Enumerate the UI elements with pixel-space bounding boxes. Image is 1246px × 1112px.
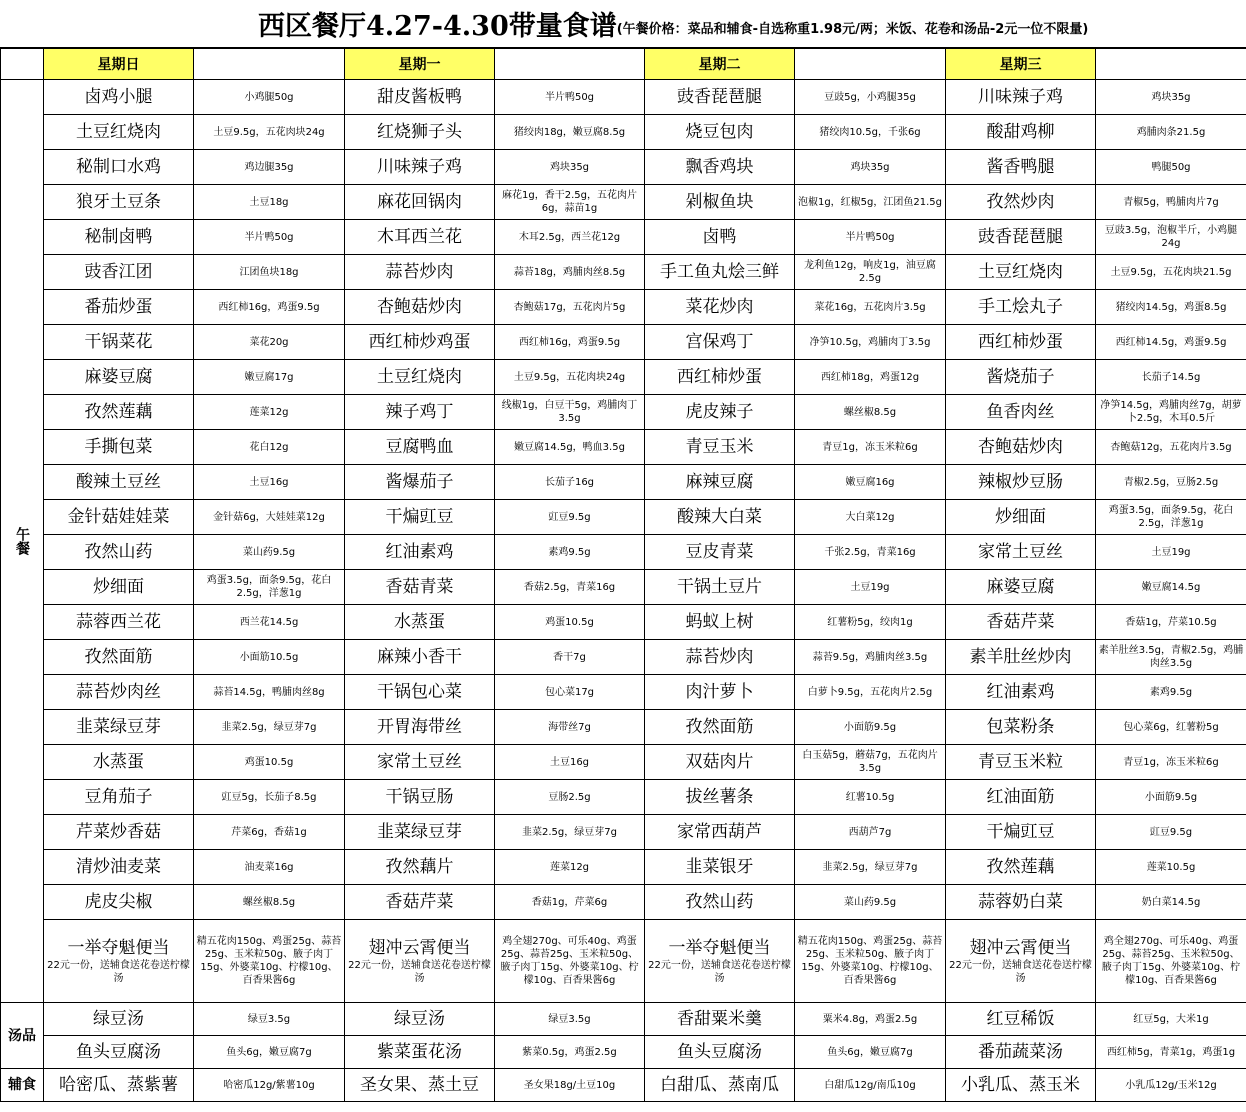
dish-ingredients: 杏鲍菇12g，五花肉片3.5g bbox=[1096, 430, 1246, 465]
dish-name: 手工烩丸子 bbox=[946, 290, 1096, 325]
dish-ingredients: 西红柿18g，鸡蛋12g bbox=[795, 360, 946, 395]
dish-name: 酱香鸭腿 bbox=[946, 150, 1096, 185]
dish-name: 手撕包菜 bbox=[44, 430, 194, 465]
dish-name: 孜然面筋 bbox=[44, 640, 194, 675]
dish-name: 韭菜绿豆芽 bbox=[345, 815, 495, 850]
dish-ingredients: 土豆19g bbox=[795, 570, 946, 605]
dish-ingredients: 蒜苔9.5g，鸡脯肉丝3.5g bbox=[795, 640, 946, 675]
dish-ingredients: 香干7g bbox=[495, 640, 645, 675]
bento-cell bbox=[345, 920, 495, 1003]
dish-ingredients: 半片鸭50g bbox=[795, 220, 946, 255]
side-ingredients: 白甜瓜12g/南瓜10g bbox=[795, 1069, 946, 1102]
dish-name: 杏鲍菇炒肉 bbox=[345, 290, 495, 325]
dish-ingredients: 红薯10.5g bbox=[795, 780, 946, 815]
dish-ingredients: 油麦菜16g bbox=[194, 850, 345, 885]
dish-name: 干锅菜花 bbox=[44, 325, 194, 360]
menu-row bbox=[1, 430, 1246, 465]
dish-ingredients: 菜山药9.5g bbox=[194, 535, 345, 570]
dish-name: 拔丝薯条 bbox=[645, 780, 795, 815]
dish-ingredients: 嫩豆腐14.5g bbox=[1096, 570, 1246, 605]
dish-ingredients: 江团鱼块18g bbox=[194, 255, 345, 290]
dish-ingredients: 鸭腿50g bbox=[1096, 150, 1246, 185]
dish-name: 西红柿炒蛋 bbox=[946, 325, 1096, 360]
dish-ingredients: 鸡块35g bbox=[495, 150, 645, 185]
dish-name: 红烧狮子头 bbox=[345, 115, 495, 150]
menu-row bbox=[1, 325, 1246, 360]
dish-ingredients: 螺丝椒8.5g bbox=[194, 885, 345, 920]
dish-name: 豆腐鸭血 bbox=[345, 430, 495, 465]
dish-name: 西红柿炒蛋 bbox=[645, 360, 795, 395]
dish-name: 红油面筋 bbox=[946, 780, 1096, 815]
menu-row bbox=[1, 360, 1246, 395]
dish-name: 芹菜炒香菇 bbox=[44, 815, 194, 850]
dish-ingredients: 小鸡腿50g bbox=[194, 80, 345, 115]
dish-ingredients: 线椒1g，白豆干5g，鸡脯肉丁3.5g bbox=[495, 395, 645, 430]
dish-ingredients: 香菇1g，芹菜10.5g bbox=[1096, 605, 1246, 640]
dish-ingredients: 嫩豆腐17g bbox=[194, 360, 345, 395]
dish-name: 韭菜银牙 bbox=[645, 850, 795, 885]
dish-name: 开胃海带丝 bbox=[345, 710, 495, 745]
soup-ingredients: 绿豆3.5g bbox=[495, 1003, 645, 1036]
soup-ingredients: 红豆5g，大米1g bbox=[1096, 1003, 1246, 1036]
menu-row bbox=[1, 570, 1246, 605]
dish-name: 青豆玉米 bbox=[645, 430, 795, 465]
dish-name: 秘制口水鸡 bbox=[44, 150, 194, 185]
day-header-row bbox=[1, 49, 1246, 80]
dish-ingredients: 菜花20g bbox=[194, 325, 345, 360]
bento-desc: 22元一份，送辅食送花卷送柠檬汤 bbox=[949, 959, 1092, 984]
menu-row bbox=[1, 150, 1246, 185]
dish-ingredients: 青豆1g，冻玉米粒6g bbox=[795, 430, 946, 465]
soup-name: 番茄蔬菜汤 bbox=[946, 1036, 1096, 1069]
dish-name: 干锅土豆片 bbox=[645, 570, 795, 605]
menu-row bbox=[1, 80, 1246, 115]
dish-name: 辣子鸡丁 bbox=[345, 395, 495, 430]
menu-row bbox=[1, 500, 1246, 535]
dish-name: 土豆红烧肉 bbox=[946, 255, 1096, 290]
dish-ingredients: 猪绞肉18g，嫩豆腐8.5g bbox=[495, 115, 645, 150]
dish-name: 孜然面筋 bbox=[645, 710, 795, 745]
dish-name: 蚂蚁上树 bbox=[645, 605, 795, 640]
dish-name: 家常土豆丝 bbox=[946, 535, 1096, 570]
dish-ingredients: 青椒2.5g，豆肠2.5g bbox=[1096, 465, 1246, 500]
dish-ingredients: 土豆19g bbox=[1096, 535, 1246, 570]
dish-ingredients: 白萝卜9.5g，五花肉片2.5g bbox=[795, 675, 946, 710]
dish-name: 西红柿炒鸡蛋 bbox=[345, 325, 495, 360]
side-row bbox=[1, 1069, 1246, 1102]
dish-ingredients: 豇豆9.5g bbox=[495, 500, 645, 535]
bento-name: 翅冲云霄便当 bbox=[368, 937, 471, 958]
dish-ingredients: 土豆9.5g，五花肉块24g bbox=[495, 360, 645, 395]
bento-desc: 22元一份，送辅食送花卷送柠檬汤 bbox=[648, 959, 791, 984]
dish-name: 宫保鸡丁 bbox=[645, 325, 795, 360]
dish-ingredients: 白玉菇5g，蘑菇7g，五花肉片3.5g bbox=[795, 745, 946, 780]
dish-ingredients: 嫩豆腐16g bbox=[795, 465, 946, 500]
dish-ingredients: 长茄子16g bbox=[495, 465, 645, 500]
bento-row bbox=[1, 920, 1246, 1003]
dish-ingredients: 香菇2.5g，青菜16g bbox=[495, 570, 645, 605]
header-blank bbox=[495, 49, 645, 80]
price-note: (午餐价格：菜品和辅食-自选称重1.98元/两；米饭、花卷和汤品-2元一位不限量) bbox=[616, 22, 1089, 37]
dish-name: 剁椒鱼块 bbox=[645, 185, 795, 220]
soup-category-label: 汤品 bbox=[1, 1003, 44, 1069]
header-blank bbox=[1096, 49, 1246, 80]
dish-name: 香菇芹菜 bbox=[345, 885, 495, 920]
soup-ingredients: 绿豆3.5g bbox=[194, 1003, 345, 1036]
dish-name: 孜然藕片 bbox=[345, 850, 495, 885]
dish-name: 金针菇娃娃菜 bbox=[44, 500, 194, 535]
dish-name: 烧豆包肉 bbox=[645, 115, 795, 150]
soup-row bbox=[1, 1003, 1246, 1036]
dish-ingredients: 芹菜6g，香菇1g bbox=[194, 815, 345, 850]
soup-ingredients: 紫菜0.5g，鸡蛋2.5g bbox=[495, 1036, 645, 1069]
dish-name: 鱼香肉丝 bbox=[946, 395, 1096, 430]
dish-ingredients: 猪绞肉14.5g，鸡蛋8.5g bbox=[1096, 290, 1246, 325]
dish-ingredients: 蒜苔18g，鸡脯肉丝8.5g bbox=[495, 255, 645, 290]
menu-table bbox=[0, 48, 1246, 1102]
dish-ingredients: 豆豉5g，小鸡腿35g bbox=[795, 80, 946, 115]
dish-name: 土豆红烧肉 bbox=[44, 115, 194, 150]
menu-row bbox=[1, 675, 1246, 710]
dish-ingredients: 包心菜17g bbox=[495, 675, 645, 710]
dish-ingredients: 鸡蛋3.5g，面条9.5g，花白2.5g，洋葱1g bbox=[1096, 500, 1246, 535]
dish-ingredients: 杏鲍菇17g，五花肉片5g bbox=[495, 290, 645, 325]
dish-ingredients: 西葫芦7g bbox=[795, 815, 946, 850]
dish-ingredients: 莲菜12g bbox=[495, 850, 645, 885]
side-name: 圣女果、蒸土豆 bbox=[345, 1069, 495, 1102]
dish-name: 素羊肚丝炒肉 bbox=[946, 640, 1096, 675]
dish-ingredients: 红薯粉5g，绞肉1g bbox=[795, 605, 946, 640]
menu-row bbox=[1, 885, 1246, 920]
dish-ingredients: 素羊肚丝3.5g，青椒2.5g，鸡脯肉丝3.5g bbox=[1096, 640, 1246, 675]
dish-name: 红油素鸡 bbox=[345, 535, 495, 570]
dish-name: 香菇芹菜 bbox=[946, 605, 1096, 640]
dish-ingredients: 土豆16g bbox=[194, 465, 345, 500]
corner-cell bbox=[1, 49, 44, 80]
menu-row bbox=[1, 115, 1246, 150]
dish-ingredients: 鸡块35g bbox=[795, 150, 946, 185]
dish-name: 川味辣子鸡 bbox=[946, 80, 1096, 115]
dish-name: 麻婆豆腐 bbox=[946, 570, 1096, 605]
title-bar bbox=[0, 0, 1246, 48]
dish-ingredients: 金针菇6g，大娃娃菜12g bbox=[194, 500, 345, 535]
dish-ingredients: 西红柿14.5g，鸡蛋9.5g bbox=[1096, 325, 1246, 360]
dish-name: 狼牙土豆条 bbox=[44, 185, 194, 220]
dish-ingredients: 麻花1g，香干2.5g，五花肉片6g，蒜苗1g bbox=[495, 185, 645, 220]
dish-ingredients: 莲菜10.5g bbox=[1096, 850, 1246, 885]
dish-name: 香菇青菜 bbox=[345, 570, 495, 605]
bento-ingredients: 鸡全翅270g、可乐40g、鸡蛋25g、蒜苔25g、玉米粒50g、腋子肉丁15g、外婆菜10g、柠檬10g、百香果酱6g bbox=[1096, 920, 1246, 1003]
dish-ingredients: 西兰花14.5g bbox=[194, 605, 345, 640]
dish-name: 豉香江团 bbox=[44, 255, 194, 290]
dish-ingredients: 西红柿16g，鸡蛋9.5g bbox=[495, 325, 645, 360]
bento-desc: 22元一份，送辅食送花卷送柠檬汤 bbox=[47, 959, 190, 984]
lunch-category-label: 午餐 bbox=[1, 80, 44, 1003]
dish-name: 炒细面 bbox=[44, 570, 194, 605]
dish-name: 飘香鸡块 bbox=[645, 150, 795, 185]
dish-ingredients: 菜花16g，五花肉片3.5g bbox=[795, 290, 946, 325]
menu-row bbox=[1, 780, 1246, 815]
dish-name: 青豆玉米粒 bbox=[946, 745, 1096, 780]
dish-ingredients: 半片鸭50g bbox=[194, 220, 345, 255]
dish-name: 豆皮青菜 bbox=[645, 535, 795, 570]
soup-name: 红豆稀饭 bbox=[946, 1003, 1096, 1036]
side-name: 白甜瓜、蒸南瓜 bbox=[645, 1069, 795, 1102]
dish-ingredients: 鸡蛋10.5g bbox=[194, 745, 345, 780]
day-header: 星期日 bbox=[44, 49, 194, 80]
dish-ingredients: 豇豆5g，长茄子8.5g bbox=[194, 780, 345, 815]
dish-ingredients: 长茄子14.5g bbox=[1096, 360, 1246, 395]
dish-name: 干煸豇豆 bbox=[345, 500, 495, 535]
dish-ingredients: 龙利鱼12g，响皮1g，油豆腐2.5g bbox=[795, 255, 946, 290]
dish-ingredients: 鸡蛋3.5g，面条9.5g，花白2.5g，洋葱1g bbox=[194, 570, 345, 605]
dish-name: 蒜苔炒肉丝 bbox=[44, 675, 194, 710]
dish-ingredients: 西红柿16g，鸡蛋9.5g bbox=[194, 290, 345, 325]
side-ingredients: 哈密瓜12g/紫薯10g bbox=[194, 1069, 345, 1102]
dish-name: 麻辣豆腐 bbox=[645, 465, 795, 500]
dish-ingredients: 素鸡9.5g bbox=[1096, 675, 1246, 710]
dish-name: 孜然山药 bbox=[44, 535, 194, 570]
dish-ingredients: 半片鸭50g bbox=[495, 80, 645, 115]
dish-ingredients: 豇豆9.5g bbox=[1096, 815, 1246, 850]
menu-row bbox=[1, 465, 1246, 500]
menu-row bbox=[1, 850, 1246, 885]
dish-ingredients: 小面筋9.5g bbox=[795, 710, 946, 745]
dish-ingredients: 海带丝7g bbox=[495, 710, 645, 745]
side-name: 哈密瓜、蒸紫薯 bbox=[44, 1069, 194, 1102]
dish-ingredients: 土豆18g bbox=[194, 185, 345, 220]
dish-ingredients: 包心菜6g，红薯粉5g bbox=[1096, 710, 1246, 745]
bento-cell bbox=[645, 920, 795, 1003]
soup-ingredients: 鱼头6g，嫩豆腐7g bbox=[194, 1036, 345, 1069]
page-title: 西区餐厅4.27-4.30带量食谱 bbox=[258, 11, 617, 42]
header-blank bbox=[795, 49, 946, 80]
dish-name: 酱爆茄子 bbox=[345, 465, 495, 500]
dish-ingredients: 豆肠2.5g bbox=[495, 780, 645, 815]
dish-name: 蒜蓉西兰花 bbox=[44, 605, 194, 640]
dish-name: 蒜苔炒肉 bbox=[345, 255, 495, 290]
day-header: 星期二 bbox=[645, 49, 795, 80]
dish-name: 卤鸭 bbox=[645, 220, 795, 255]
dish-ingredients: 大白菜12g bbox=[795, 500, 946, 535]
dish-ingredients: 韭菜2.5g，绿豆芽7g bbox=[495, 815, 645, 850]
dish-ingredients: 木耳2.5g，西兰花12g bbox=[495, 220, 645, 255]
dish-name: 豉香琵琶腿 bbox=[645, 80, 795, 115]
dish-ingredients: 猪绞肉10.5g，千张6g bbox=[795, 115, 946, 150]
menu-row bbox=[1, 220, 1246, 255]
dish-name: 韭菜绿豆芽 bbox=[44, 710, 194, 745]
dish-ingredients: 素鸡9.5g bbox=[495, 535, 645, 570]
menu-row bbox=[1, 815, 1246, 850]
day-header: 星期三 bbox=[946, 49, 1096, 80]
dish-name: 秘制卤鸭 bbox=[44, 220, 194, 255]
dish-name: 孜然山药 bbox=[645, 885, 795, 920]
dish-ingredients: 韭菜2.5g，绿豆芽7g bbox=[194, 710, 345, 745]
dish-name: 双菇肉片 bbox=[645, 745, 795, 780]
dish-name: 酱烧茄子 bbox=[946, 360, 1096, 395]
dish-ingredients: 花白12g bbox=[194, 430, 345, 465]
dish-name: 水蒸蛋 bbox=[345, 605, 495, 640]
menu-body bbox=[1, 49, 1246, 1102]
side-category-label: 辅食 bbox=[1, 1069, 44, 1102]
menu-row bbox=[1, 185, 1246, 220]
dish-name: 麻婆豆腐 bbox=[44, 360, 194, 395]
soup-name: 鱼头豆腐汤 bbox=[44, 1036, 194, 1069]
bento-name: 一举夺魁便当 bbox=[67, 937, 170, 958]
menu-row bbox=[1, 640, 1246, 675]
dish-name: 家常西葫芦 bbox=[645, 815, 795, 850]
dish-name: 辣椒炒豆肠 bbox=[946, 465, 1096, 500]
soup-name: 鱼头豆腐汤 bbox=[645, 1036, 795, 1069]
bento-ingredients: 鸡全翅270g、可乐40g、鸡蛋25g、蒜苔25g、玉米粒50g、腋子肉丁15g、外婆菜10g、柠檬10g、百香果酱6g bbox=[495, 920, 645, 1003]
dish-name: 干煸豇豆 bbox=[946, 815, 1096, 850]
dish-name: 卤鸡小腿 bbox=[44, 80, 194, 115]
dish-name: 土豆红烧肉 bbox=[345, 360, 495, 395]
dish-name: 孜然炒肉 bbox=[946, 185, 1096, 220]
soup-name: 香甜粟米羹 bbox=[645, 1003, 795, 1036]
menu-row bbox=[1, 535, 1246, 570]
soup-name: 绿豆汤 bbox=[345, 1003, 495, 1036]
dish-name: 木耳西兰花 bbox=[345, 220, 495, 255]
dish-name: 干锅包心菜 bbox=[345, 675, 495, 710]
dish-ingredients: 千张2.5g，青菜16g bbox=[795, 535, 946, 570]
dish-ingredients: 菜山药9.5g bbox=[795, 885, 946, 920]
dish-ingredients: 青豆1g，冻玉米粒6g bbox=[1096, 745, 1246, 780]
dish-ingredients: 净笋14.5g，鸡脯肉丝7g，胡萝卜2.5g，木耳0.5斤 bbox=[1096, 395, 1246, 430]
dish-name: 酸辣土豆丝 bbox=[44, 465, 194, 500]
day-header: 星期一 bbox=[345, 49, 495, 80]
dish-name: 炒细面 bbox=[946, 500, 1096, 535]
dish-name: 甜皮酱板鸭 bbox=[345, 80, 495, 115]
bento-name: 翅冲云霄便当 bbox=[969, 937, 1072, 958]
dish-name: 番茄炒蛋 bbox=[44, 290, 194, 325]
dish-name: 虎皮辣子 bbox=[645, 395, 795, 430]
dish-ingredients: 螺丝椒8.5g bbox=[795, 395, 946, 430]
side-ingredients: 小乳瓜12g/玉米12g bbox=[1096, 1069, 1246, 1102]
dish-name: 水蒸蛋 bbox=[44, 745, 194, 780]
soup-ingredients: 粟米4.8g，鸡蛋2.5g bbox=[795, 1003, 946, 1036]
dish-name: 杏鲍菇炒肉 bbox=[946, 430, 1096, 465]
dish-ingredients: 土豆9.5g，五花肉块21.5g bbox=[1096, 255, 1246, 290]
dish-ingredients: 小面筋9.5g bbox=[1096, 780, 1246, 815]
dish-name: 豆角茄子 bbox=[44, 780, 194, 815]
header-blank bbox=[194, 49, 345, 80]
side-ingredients: 圣女果18g/土豆10g bbox=[495, 1069, 645, 1102]
menu-row bbox=[1, 290, 1246, 325]
dish-name: 蒜苔炒肉 bbox=[645, 640, 795, 675]
dish-name: 麻花回锅肉 bbox=[345, 185, 495, 220]
dish-ingredients: 鸡脯肉条21.5g bbox=[1096, 115, 1246, 150]
dish-ingredients: 鸡块35g bbox=[1096, 80, 1246, 115]
menu-row bbox=[1, 605, 1246, 640]
soup-name: 绿豆汤 bbox=[44, 1003, 194, 1036]
dish-ingredients: 韭菜2.5g，绿豆芽7g bbox=[795, 850, 946, 885]
soup-ingredients: 西红柿5g，青菜1g，鸡蛋1g bbox=[1096, 1036, 1246, 1069]
dish-ingredients: 鸡蛋10.5g bbox=[495, 605, 645, 640]
dish-ingredients: 泡椒1g，红椒5g，江团鱼21.5g bbox=[795, 185, 946, 220]
soup-row bbox=[1, 1036, 1246, 1069]
dish-ingredients: 土豆9.5g，五花肉块24g bbox=[194, 115, 345, 150]
dish-name: 红油素鸡 bbox=[946, 675, 1096, 710]
menu-row bbox=[1, 395, 1246, 430]
dish-ingredients: 蒜苔14.5g，鸭脯肉丝8g bbox=[194, 675, 345, 710]
dish-name: 蒜蓉奶白菜 bbox=[946, 885, 1096, 920]
menu-row bbox=[1, 745, 1246, 780]
dish-ingredients: 豆豉3.5g，泡椒半斤，小鸡腿24g bbox=[1096, 220, 1246, 255]
dish-ingredients: 土豆16g bbox=[495, 745, 645, 780]
bento-ingredients: 精五花肉150g、鸡蛋25g、蒜苔25g、玉米粒50g、腋子肉丁15g、外婆菜10g、柠檬10g、百香果酱6g bbox=[194, 920, 345, 1003]
menu-row bbox=[1, 255, 1246, 290]
soup-name: 紫菜蛋花汤 bbox=[345, 1036, 495, 1069]
bento-name: 一举夺魁便当 bbox=[668, 937, 771, 958]
bento-desc: 22元一份，送辅食送花卷送柠檬汤 bbox=[348, 959, 491, 984]
dish-name: 包菜粉条 bbox=[946, 710, 1096, 745]
dish-name: 清炒油麦菜 bbox=[44, 850, 194, 885]
dish-ingredients: 嫩豆腐14.5g，鸭血3.5g bbox=[495, 430, 645, 465]
dish-ingredients: 奶白菜14.5g bbox=[1096, 885, 1246, 920]
dish-name: 麻辣小香干 bbox=[345, 640, 495, 675]
menu-row bbox=[1, 710, 1246, 745]
dish-ingredients: 小面筋10.5g bbox=[194, 640, 345, 675]
dish-name: 孜然莲藕 bbox=[44, 395, 194, 430]
bento-ingredients: 精五花肉150g、鸡蛋25g、蒜苔25g、玉米粒50g、腋子肉丁15g、外婆菜10g、柠檬10g、百香果酱6g bbox=[795, 920, 946, 1003]
dish-name: 肉汁萝卜 bbox=[645, 675, 795, 710]
dish-name: 干锅豆肠 bbox=[345, 780, 495, 815]
dish-name: 手工鱼丸烩三鲜 bbox=[645, 255, 795, 290]
dish-ingredients: 莲菜12g bbox=[194, 395, 345, 430]
dish-name: 家常土豆丝 bbox=[345, 745, 495, 780]
bento-cell bbox=[946, 920, 1096, 1003]
dish-ingredients: 净笋10.5g，鸡脯肉丁3.5g bbox=[795, 325, 946, 360]
dish-name: 孜然莲藕 bbox=[946, 850, 1096, 885]
bento-cell bbox=[44, 920, 194, 1003]
side-name: 小乳瓜、蒸玉米 bbox=[946, 1069, 1096, 1102]
dish-name: 酸甜鸡柳 bbox=[946, 115, 1096, 150]
dish-ingredients: 青椒5g，鸭脯肉片7g bbox=[1096, 185, 1246, 220]
dish-ingredients: 香菇1g，芹菜6g bbox=[495, 885, 645, 920]
dish-name: 菜花炒肉 bbox=[645, 290, 795, 325]
dish-name: 酸辣大白菜 bbox=[645, 500, 795, 535]
dish-name: 虎皮尖椒 bbox=[44, 885, 194, 920]
dish-name: 川味辣子鸡 bbox=[345, 150, 495, 185]
dish-ingredients: 鸡边腿35g bbox=[194, 150, 345, 185]
dish-name: 豉香琵琶腿 bbox=[946, 220, 1096, 255]
soup-ingredients: 鱼头6g，嫩豆腐7g bbox=[795, 1036, 946, 1069]
